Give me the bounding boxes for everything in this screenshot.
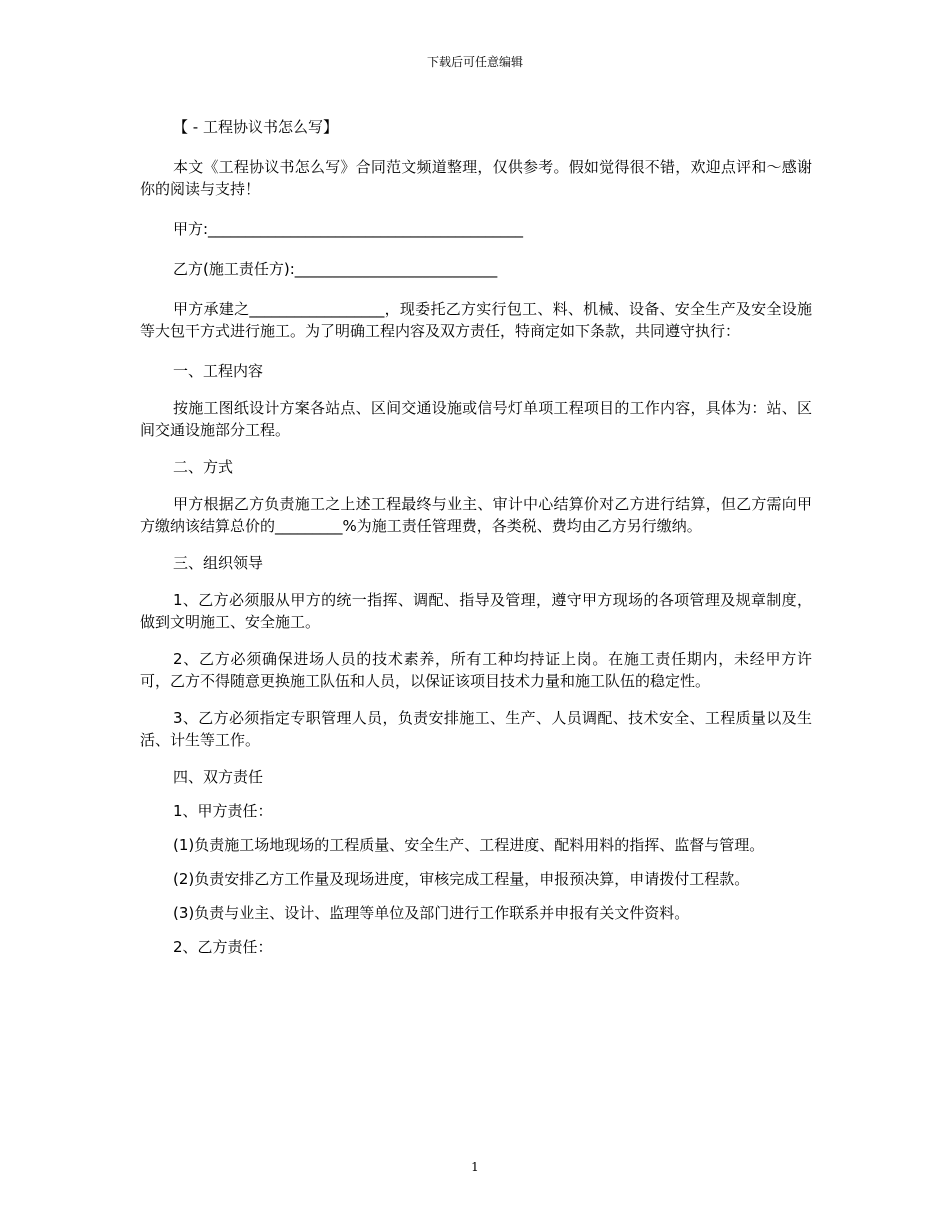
- section-heading-4: 四、双方责任: [173, 768, 264, 786]
- section-heading-1: 一、工程内容: [173, 362, 264, 380]
- party-a-line: 甲方:__________________________________________: [173, 220, 524, 238]
- page-header: 下载后可任意编辑: [426, 55, 523, 69]
- party-a-duty-1: (1)负责施工场地现场的工程质量、安全生产、工程进度、配料用料的指挥、监督与管理。: [173, 836, 765, 854]
- section-heading-3: 三、组织领导: [173, 554, 264, 572]
- party-b-line: 乙方(施工责任方):___________________________: [173, 260, 498, 278]
- page-number: 1: [471, 1160, 479, 1174]
- section-2-paragraph: 甲方根据乙方负责施工之上述工程最终与业主、审计中心结算价对乙方进行结算，但乙方需向甲方缴纳该结算总价的_________%为施工责任管理费，各类税、费均由乙方另行缴纳。: [140, 495, 812, 535]
- party-a-duties-heading: 1、甲方责任：: [173, 802, 273, 820]
- section-3-item-2: 2、乙方必须确保进场人员的技术素养，所有工种均持证上岗。在施工责任期内，未经甲方许可，乙方不得随意更换施工队伍和人员，以保证该项目技术力量和施工队伍的稳定性。: [140, 650, 812, 690]
- section-3-item-1: 1、乙方必须服从甲方的统一指挥、调配、指导及管理，遵守甲方现场的各项管理及规章制度，做到文明施工、安全施工。: [140, 591, 812, 631]
- party-a-duty-2: (2)负责安排乙方工作量及现场进度，审核完成工程量，申报预决算，申请拨付工程款。: [173, 870, 750, 888]
- section-3-item-3: 3、乙方必须指定专职管理人员，负责安排施工、生产、人员调配、技术安全、工程质量以及生活、计生等工作。: [140, 709, 812, 749]
- party-a-duty-3: (3)负责与业主、设计、监理等单位及部门进行工作联系并申报有关文件资料。: [173, 904, 690, 922]
- document-body: [140, 116, 812, 958]
- party-b-duties-heading: 2、乙方责任：: [173, 938, 273, 956]
- document-title: 【 - 工程协议书怎么写】: [173, 118, 338, 136]
- section-1-paragraph: 按施工图纸设计方案各站点、区间交通设施或信号灯单项工程项目的工作内容，具体为：站、区间交通设施部分工程。: [140, 399, 812, 439]
- intro-paragraph: 本文《工程协议书怎么写》合同范文频道整理，仅供参考。假如觉得很不错，欢迎点评和～感谢你的阅读与支持！: [140, 158, 812, 198]
- preamble-paragraph: 甲方承建之__________________，现委托乙方实行包工、料、机械、设备、安全生产及安全设施等大包干方式进行施工。为了明确工程内容及双方责任，特商定如下条款，共同遵守执行：: [140, 300, 812, 340]
- section-heading-2: 二、方式: [173, 458, 234, 476]
